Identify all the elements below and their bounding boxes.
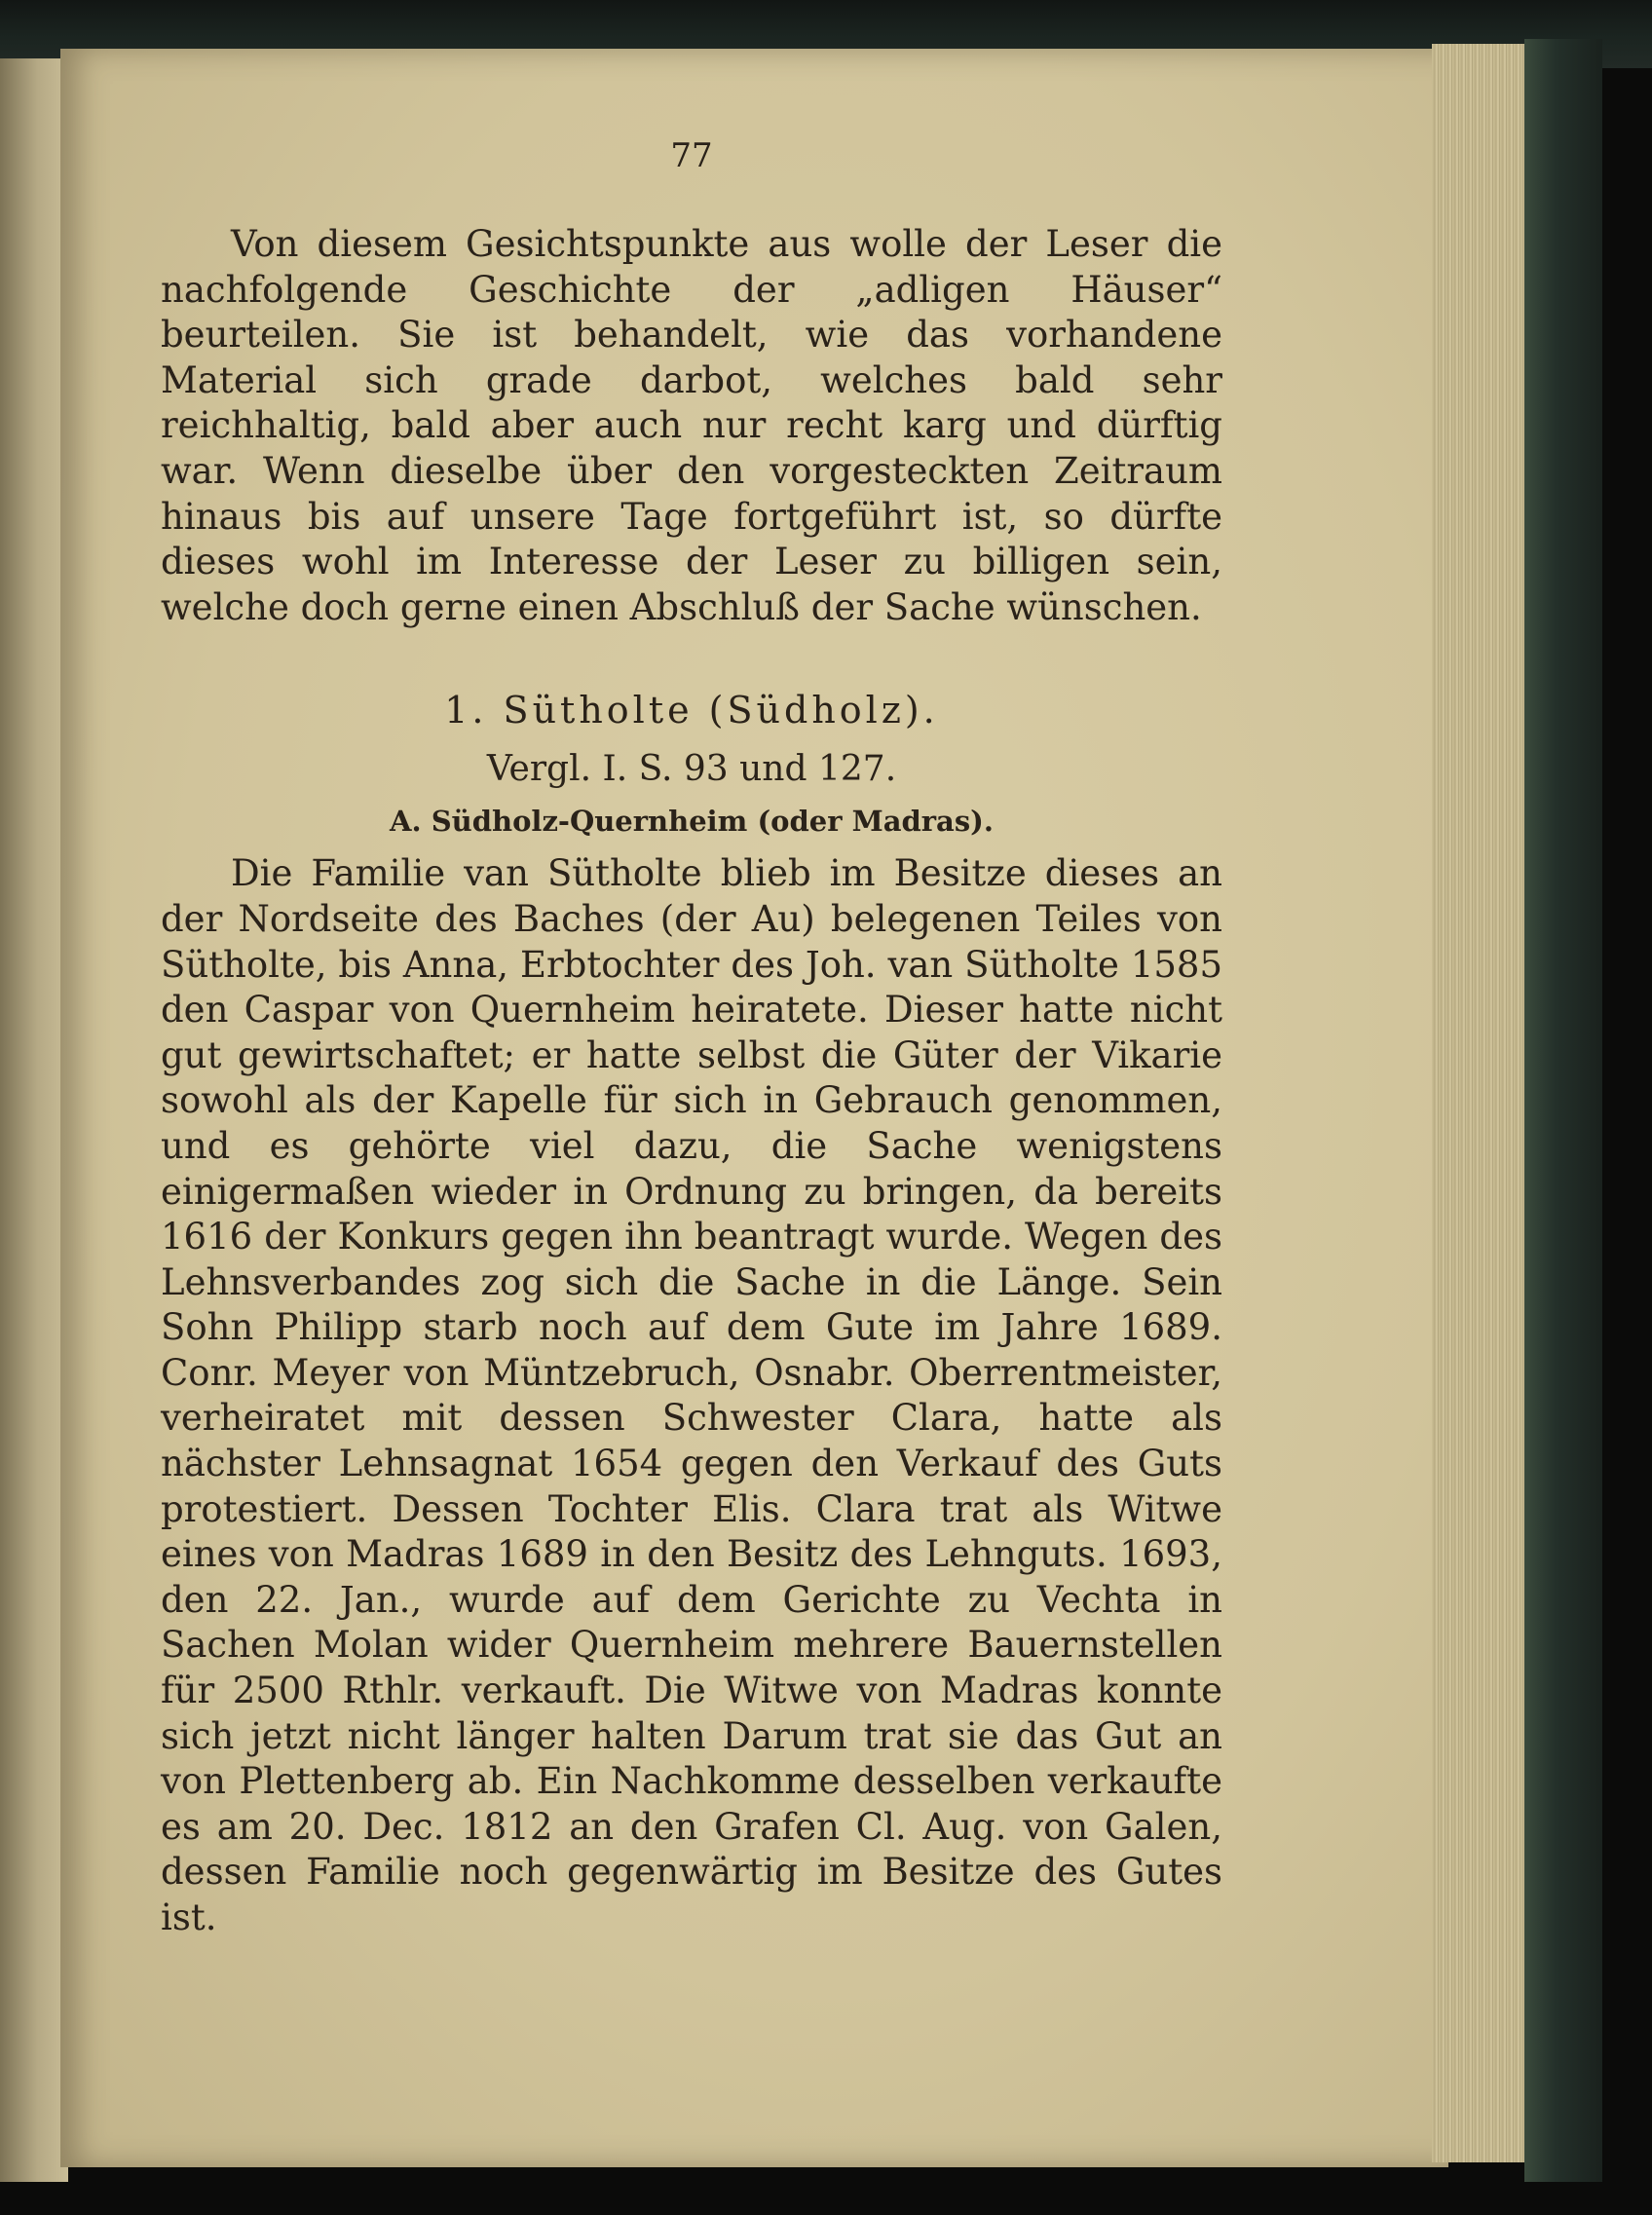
section-reference: Vergl. I. S. 93 und 127.: [486, 749, 897, 790]
page-content: [161, 136, 1222, 1941]
intro-paragraph: Von diesem Gesichtspunkte aus wolle der Leser die nachfolgende Geschichte der „adligen Häuser“ beurteilen. Sie ist behandelt, wie das vorhandene Material sich grade darbot, welches bald sehr reichhaltig, bald aber auch nur recht karg und dürftig war. Wenn dieselbe über den vorgesteckten Zeitraum hinaus bis auf unsere Tage fortgeführt ist, so dürfte dieses wohl im Interesse der Leser zu billigen sein, welche doch gerne einen Abschluß der Sache wünschen.: [161, 223, 1222, 628]
page-number: 77: [670, 136, 713, 175]
page-edges: [1432, 44, 1529, 2162]
book-cover: [1524, 39, 1602, 2182]
left-page-edge: [0, 58, 68, 2182]
section-title: 1. Sütholte (Südholz).: [444, 689, 939, 732]
body-paragraph: Die Familie van Sütholte blieb im Besitze dieses an der Nordseite des Baches (der Au) belegenen Teiles von Sütholte, bis Anna, Erbtochter des Joh. van Sütholte 1585 den Caspar von Quernheim heiratete. Dieser hatte nicht gut gewirtschaftet; er hatte selbst die Güter der Vikarie sowohl als der Kapelle für sich in Gebrauch genommen, und es gehörte viel dazu, die Sache wenigstens einigermaßen wieder in Ordnung zu bringen, da bereits 1616 der Konkurs gegen ihn beantragt wurde. Wegen des Lehnsverbandes zog sich die Sache in die Länge. Sein Sohn Philipp starb noch auf dem Gute im Jahre 1689. Conr. Meyer von Müntzebruch, Osnabr. Oberrentmeister, verheiratet mit dessen Schwester Clara, hatte als nächster Lehnsagnat 1654 gegen den Verkauf des Guts protestiert. Dessen Tochter Elis. Clara trat als Witwe eines von Madras 1689 in den Besitz des Lehnguts. 1693, den 22. Jan., wurde auf dem Gerichte zu Vechta in Sachen Molan wider Quernheim mehrere Bauernstellen für 2500 Rthlr. verkauft. Die Witwe von Madras konnte sich jetzt nicht länger halten Darum trat sie das Gut an von Plettenberg ab. Ein Nachkomme desselben verkaufte es am 20. Dec. 1812 an den Grafen Cl. Aug. von Galen, dessen Familie noch gegenwärtig im Besitze des Gutes ist.: [161, 852, 1222, 1938]
subsection-title: A. Südholz-Quernheim (oder Madras).: [390, 805, 994, 839]
